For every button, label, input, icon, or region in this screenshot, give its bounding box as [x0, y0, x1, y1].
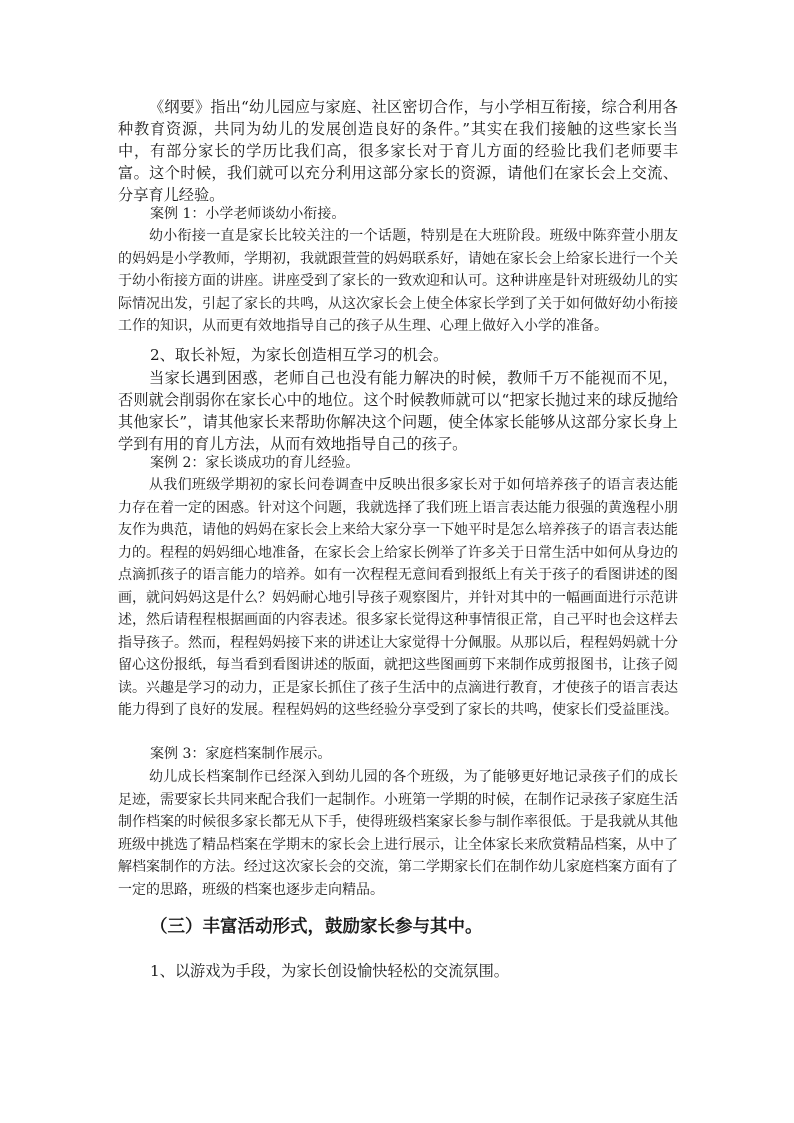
case1-label: 案例 1：小学老师谈幼小衔接。: [150, 206, 346, 222]
case1-paragraph: 幼小衔接一直是家长比较关注的一个话题，特别是在大班阶段。班级中陈弈萱小朋友的妈妈是小学教师，学期初，我就跟萱萱的妈妈联系好，请她在家长会上给家长进行一个关于幼小衔接方面的讲座。讲座受到了家长的一致欢迎和认可。这种讲座是针对班级幼儿的实际情况出发，引起了家长的共鸣，从这次家长会上使全体家长学到了关于如何做好幼小衔接工作的知识，从而更有效地指导自己的孩子从生理、心理上做好入小学的准备。: [118, 228, 678, 334]
section3-heading: （三）丰富活动形式，鼓励家长参与其中。: [150, 917, 483, 937]
case2-label: 案例 2：家长谈成功的育儿经验。: [150, 455, 360, 471]
case2-paragraph: 从我们班级学期初的家长问卷调查中反映出很多家长对于如何培养孩子的语言表达能力存在着一定的困惑。针对这个问题，我就选择了我们班上语言表达能力很强的黄逸程小朋友作为典范，请他的妈妈在家长会上来给大家分享一下她平时是怎么培养孩子的语言表达能力的。程程的妈妈细心地准备，在家长会上给家长例举了许多关于日常生活中如何从身边的点滴抓孩子的语言能力的培养。如有一次程程无意间看到报纸上有关于孩子的看图讲述的图画，就问妈妈这是什么？妈妈耐心地引导孩子观察图片，并针对其中的一幅画面进行示范讲述，然后请程程根据画面的内容表述。很多家长觉得这种事情很正常，自己平时也会这样去指导孩子。然而，程程妈妈接下来的讲述让大家觉得十分佩服。从那以后，程程妈妈就十分留心这份报纸，每当看到看图讲述的版面，就把这些图画剪下来制作成剪报图书，让孩子阅读。兴趣是学习的动力，正是家长抓住了孩子生活中的点滴进行教育，才使孩子的语言表达能力得到了良好的发展。程程妈妈的这些经验分享受到了家长的共鸣，使家长们受益匪浅。: [118, 477, 678, 718]
intro-paragraph: 《纲要》指出“幼儿园应与家庭、社区密切合作，与小学相互衔接，综合利用各种教育资源，共同为幼儿的发展创造良好的条件。”其实在我们接触的这些家长当中，有部分家长的学历比我们高，很多家长对于育儿方面的经验比我们老师要丰富。这个时候，我们就可以充分利用这部分家长的资源，请他们在家长会上交流、分享育儿经验。: [118, 98, 678, 204]
point1-title: 1、以游戏为手段，为家长创设愉快轻松的交流氛围。: [150, 962, 509, 980]
point2-paragraph: 当家长遇到困惑，老师自己也没有能力解决的时候，教师千万不能视而不见，否则就会削弱你在家长心中的地位。这个时候教师就可以“把家长抛过来的球反抛给其他家长”，请其他家长来帮助你解决这个问题，使全体家长能够从这部分家长身上学到有用的育儿方法，从而有效地指导自己的孩子。: [118, 369, 678, 453]
case3-label: 案例 3：家庭档案制作展示。: [150, 746, 332, 762]
point2-title: 2、取长补短，为家长创造相互学习的机会。: [150, 346, 449, 364]
case3-paragraph: 幼儿成长档案制作已经深入到幼儿园的各个班级，为了能够更好地记录孩子们的成长足迹，需要家长共同来配合我们一起制作。小班第一学期的时候，在制作记录孩子家庭生活制作档案的时候很多家长都无从下手，使得班级档案家长参与制作率很低。于是我就从其他班级中挑选了精品档案在学期末的家长会上进行展示，让全体家长来欣赏精品档案，从中了解档案制作的方法。经过这次家长会的交流，第二学期家长们在制作幼儿家庭档案方面有了一定的思路，班级的档案也逐步走向精品。: [118, 769, 678, 898]
